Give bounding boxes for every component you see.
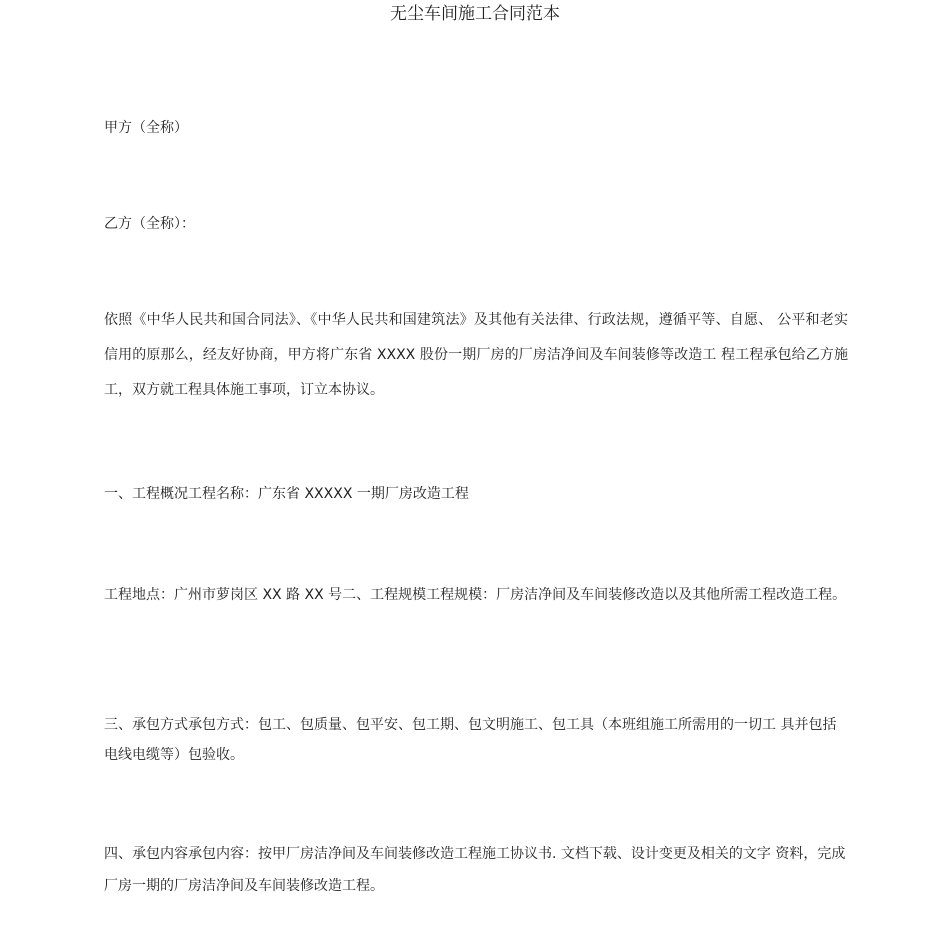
project-overview-paragraph: 一、工程概况工程名称：广东省 XXXXX 一期厂房改造工程 [104, 486, 469, 502]
party-a-line: 甲方（全称） [104, 120, 188, 136]
party-b-line: 乙方（全称）： [104, 216, 195, 232]
contracting-content-paragraph: 四、承包内容承包内容：按甲厂房洁净间及车间装修改造工程施工协议书. 文档下载、设计变更及相关的文字 资料，完成厂房一期的厂房洁净间及车间装修改造工程。 [104, 846, 846, 894]
contracting-method-paragraph: 三、承包方式承包方式：包工、包质量、包平安、包工期、包文明施工、包工具（本班组施工所需用的一切工 具并包括电线电缆等）包验收。 [104, 717, 837, 763]
project-location-paragraph: 工程地点：广州市萝岗区 XX 路 XX 号二、工程规模工程规模：厂房洁净间及车间装修改造以及其他所需工程改造工程。 [104, 587, 847, 603]
document-title: 无尘车间施工合同范本 [390, 4, 560, 24]
contract-basis-paragraph: 依照《中华人民共和国合同法》、《中华人民共和国建筑法》及其他有关法律、行政法规，遵循平等、自愿、 公平和老实信用的原那么，经友好协商，甲方将广东省 XXXX 股份一期厂房的厂房洁净间及车间装修等改造工 程工程承包给乙方施工，双方就工程具体施工事项，订立本协议。 [104, 312, 848, 398]
